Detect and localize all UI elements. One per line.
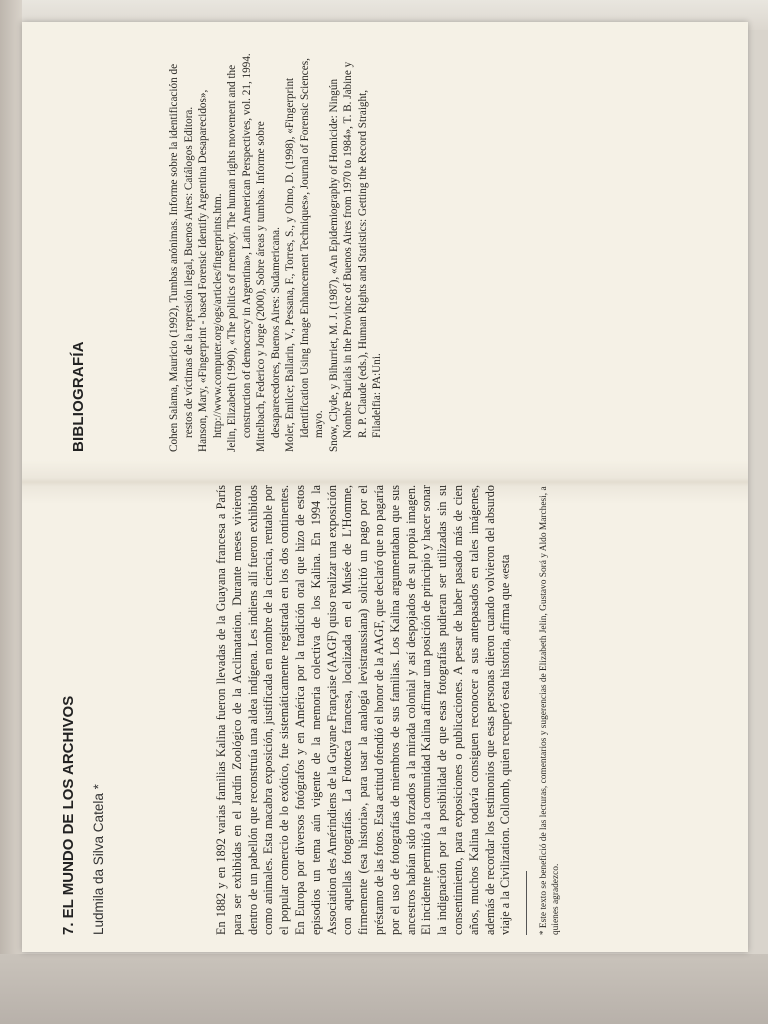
- bibliography-page: [70, 52, 690, 452]
- footnote-marker: *: [537, 930, 548, 935]
- bibliography-list: [167, 52, 385, 452]
- chapter-body-text: En 1882 y en 1892 varias familias Kalina fueron llevadas de la Guayana francesa a París para ser exhibidas en el Jardín Zoológico de la Acclimatation. Durante meses vivieron dentro de un pabellón que reconstruía una aldea indígena. Les indiens allí fueron exhibidos como animales. Esta macabra exposición, justificada en nombre de la ciencia, rentable por el popular comercio de lo exótico, fue sistemáticamente registrada en los dos continentes. En Europa por diversos fotógrafos y en América por la tradición oral que hizo de estos episodios un tema aún vigente de la memoria colectiva de los Kalina. En 1994 la Association des Amérindiens de la Guyane Française (AAGF) quiso realizar una exposición con aquellas fotografías. La Fototeca francesa, localizada en el Musée de L'Homme, firmemente (esa historia», para usar la analogía levistraussiana) solicitó un pago por el préstamo de las fotos. Esta actitud ofendió el honor de la AAGF, que declaró que no pagaría por el uso de fotografías de miembros de sus familias. Los Kalina argumentaban que sus ancestros habían sido forzados a la mirada colonial y así despojados de su propia imagen. El incidente permitió a la comunidad Kalina afirmar una posición de principio y hacer sonar la indignación por la posibilidad de que esas fotografías pudieran ser utilizadas sin su consentimiento, para exposiciones o publicaciones. A pesar de haber pasado más de cien años, muchos Kalina todavía consiguen reconocer a sus antepasados en tales imágenes, además de recordar los testimonios que esas personas dieron cuando volvieron del absurdo viaje a la Civilization. Collomb, quien recuperó esta historia, afirma que «esta: [214, 485, 513, 935]
- footnote: [537, 485, 562, 935]
- bibliography-entry: Cohen Salama, Mauricio (1992), Tumbas anónimas. Informe sobre la identificación de restos de víctimas de la represión ilegal, Buenos Aires: Catálogos Editora.: [168, 63, 195, 452]
- scan-margin-left: [0, 0, 22, 1024]
- bibliography-heading: BIBLIOGRAFÍA: [70, 341, 87, 452]
- bibliography-entry: Snow, Clyde, y Bihurriet, M. J. (1987), «An Epidemiography of Homicide: Ningún Nombre Burials in the Province of Buenos Aires from 1970 to 1984», T. B. Jabine y R. P. Claude (eds.), Human Rights and Statistics: Getting the Record Straight, Filadelfia: PA:Uni.: [327, 61, 383, 452]
- scan-margin-bottom: [0, 954, 768, 1024]
- bibliography-entry: Mittelbach, Federico y Jorge (2000), Sobre áreas y tumbas. Informe sobre desaparecedores, Buenos Aires: Sudamericana.: [255, 121, 282, 452]
- chapter-page: [60, 485, 700, 935]
- bibliography-entry: Hanson, Mary, «Fingerprint - based Forensic Identify Argentina Desaparecidos», http://www.computer.org/ogs/articles/fingerprints.htm.: [197, 89, 224, 452]
- bibliography-entry: Jelin, Elizabeth (1990), «The politics of memory. The human rights movement and the construction of democracy in Argentina», Latin American Perspectives, vol. 21, 1994.: [226, 53, 253, 452]
- chapter-author: Ludmila da Silva Catela *: [91, 784, 106, 935]
- chapter-title: 7. EL MUNDO DE LOS ARCHIVOS: [60, 695, 77, 935]
- footnote-rule: [526, 871, 527, 935]
- footnote-text: Este texto se benefició de las lecturas, comentarios y sugerencias de Elizabeth Jelin, Gustavo Sorá y Aldo Marchesi, a quienes agradezco.: [538, 486, 561, 935]
- bibliography-entry: Moler, Emilce; Ballarin, V., Pessana, F., Torres, S., y Olmo, D. (1998), «Fingerprint Identification Using Image Enhancement Techniques», Journal of Forensic Sciences, mayo.: [284, 58, 325, 452]
